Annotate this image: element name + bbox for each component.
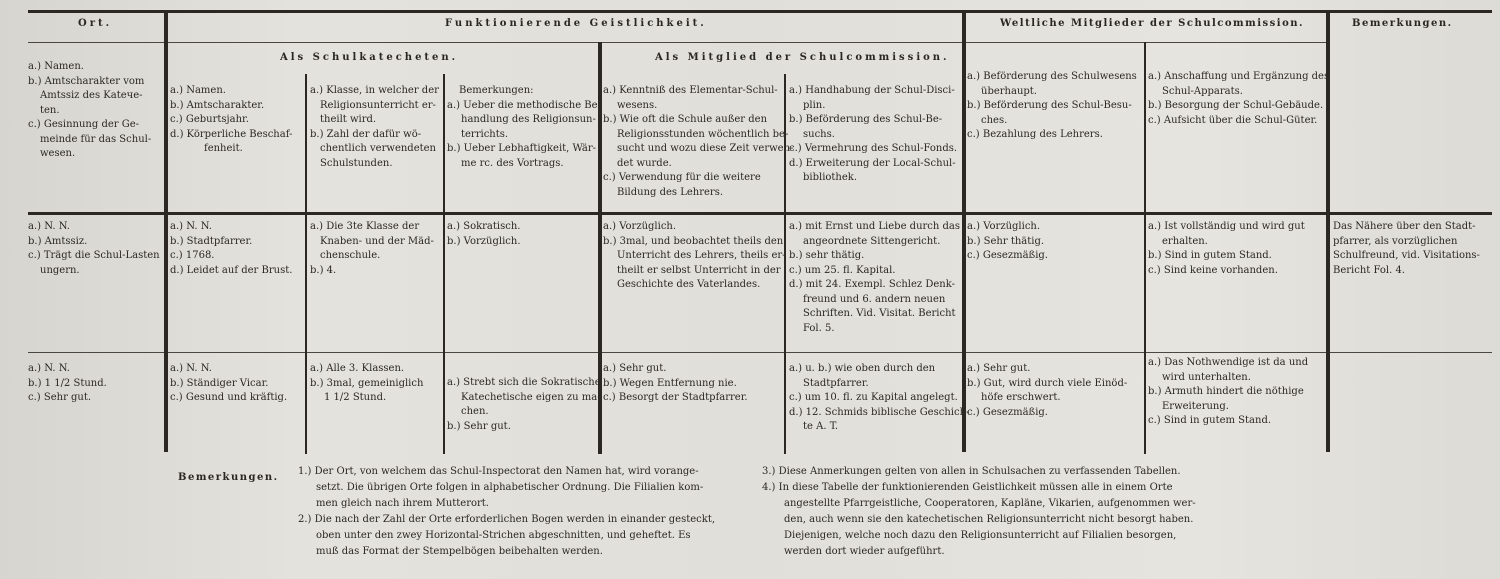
colhead-kat-klasse: a.) Klasse, in welcher der Religionsunterricht er- theilt wird. b.) Zahl der dafür wö- chentlich verwendeten Schulstunden. (310, 85, 439, 169)
top-rule (28, 10, 1492, 13)
col-divider-ort (164, 12, 168, 452)
header-funktionierende: Funktionierende Geistlichkeit. (445, 18, 707, 29)
row2-kat-bemerk: a.) Strebt sich die Sokratische Katechetische eigen zu ma- chen. b.) Sehr gut. (447, 377, 601, 432)
row1-kat-bemerk: a.) Sokratisch. b.) Vorzüglich. (447, 221, 521, 247)
row1-kat-klasse: a.) Die 3te Klasse der Knaben- und der Mäd- chenschule. b.) 4. (310, 221, 434, 276)
row2-mit-handhabung: a.) u. b.) wie oben durch den Stadtpfarrer. c.) um 10. fl. zu Kapital angelegt. d.) 12. Schmids biblische Geschich- te A. T. (789, 363, 970, 432)
subheader-rule (168, 42, 1328, 43)
row1-mit-kenntnis: a.) Vorzüglich. b.) 3mal, und beobachtet theils den Unterricht des Lehrers, theils er- theilt er selbst Unterricht in der Geschichte des Vaterlandes. (603, 221, 786, 290)
colhead-mit-kenntnis: a.) Kenntniß des Elementar-Schul- wesens. b.) Wie oft die Schule außer den Religionsstunden wöchentlich be- sucht und wozu diese Zeit verwen- det wurde. c.) Verwendung für die weitere Bildung des Lehrers. (603, 85, 794, 198)
row1-bemerkungen: Das Nähere über den Stadt- pfarrer, als vorzüglichen Schulfreund, vid. Visitations- Bericht Fol. 4. (1333, 221, 1480, 276)
row1-kat-namen: a.) N. N. b.) Stadtpfarrer. c.) 1768. d.) Leidet auf der Brust. (170, 221, 293, 276)
row2-welt-befoerderung: a.) Sehr gut. b.) Gut, wird durch viele Einöd- höfe erschwert. c.) Gesezmäßig. (967, 363, 1128, 418)
header-ort: Ort. (78, 18, 113, 29)
colhead-welt-befoerderung: a.) Beförderung des Schulwesens überhaupt. b.) Beförderung des Schul-Besu- ches. c.) Bezahlung des Lehrers. (967, 71, 1137, 140)
row2-kat-namen: a.) N. N. b.) Ständiger Vicar. c.) Gesund und kräftig. (170, 363, 288, 403)
colhead-kat-bemerk: Bemerkungen: a.) Ueber die methodische Be- handlung des Religionsun- terrichts. b.) Ueber Lebhaftigkeit, Wär- me rc. des Vortrags. (447, 85, 601, 169)
colhead-ort: a.) Namen. b.) Amtscharakter vom Amtssiz des Katече- ten. c.) Gesinnung der Ge- meinde für das Schul- wesen. (28, 61, 152, 159)
colhead-kat-namen: a.) Namen. b.) Amtscharakter. c.) Geburtsjahr. d.) Körperliche Beschaf- fenheit. (170, 85, 293, 154)
row2-mit-kenntnis: a.) Sehr gut. b.) Wegen Entfernung nie. c.) Besorgt der Stadtpfarrer. (603, 363, 748, 403)
row2-kat-klasse: a.) Alle 3. Klassen. b.) 3mal, gemeiniglich 1 1/2 Stund. (310, 363, 424, 403)
colhead-mit-handhabung: a.) Handhabung der Schul-Disci- plin. b.) Beförderung des Schul-Be- suchs. c.) Vermehrung des Schul-Fonds. d.) Erweiterung der Local-Schul- bibliothek. (789, 85, 958, 183)
footnotes-label: Bemerkungen. (178, 472, 279, 483)
row1-welt-anschaffung: a.) Ist vollständig und wird gut erhalten. b.) Sind in gutem Stand. c.) Sind keine vorhanden. (1148, 221, 1305, 276)
col-divider-welt2 (1144, 42, 1146, 454)
row1-bottom-rule (28, 352, 1492, 353)
footnotes-right: 3.) Diese Anmerkungen gelten von allen in Schulsachen zu verfassenden Tabellen. 4.) In diese Tabelle der funktionierenden Geistlichkeit müssen alle in einem Orte angestellte Pfarrgeistliche, Cooperatoren, Kapläne, Vikarien, aufgenommen wer- den, auch wenn sie den katechetischen Religionsunterricht nicht besorgt haben. Diejenigen, welche noch dazu den Religionsunterricht auf Filialien besorgen, werden dort wieder aufgeführt. (762, 466, 1196, 557)
colhead-welt-anschaffung: a.) Anschaffung und Ergänzung des Schul-Apparats. b.) Besorgung der Schul-Gebäude. c.) Aufsicht über die Schul-Güter. (1148, 71, 1330, 126)
header-weltliche: Weltliche Mitglieder der Schulcommission. (1000, 18, 1304, 29)
col-divider-kat1 (305, 74, 307, 454)
header-als-schulkatecheten: Als Schulkatecheten. (280, 52, 459, 63)
header-bottom-rule (28, 212, 1492, 215)
col-divider-kat2 (443, 74, 445, 454)
row2-welt-anschaffung: a.) Das Nothwendige ist da und wird unterhalten. b.) Armuth hindert die nöthige Erweiterung. c.) Sind in gutem Stand. (1148, 357, 1309, 426)
row2-ort: a.) N. N. b.) 1 1/2 Stund. c.) Sehr gut. (28, 363, 107, 403)
ort-header-rule (28, 42, 166, 43)
row1-welt-befoerderung: a.) Vorzüglich. b.) Sehr thätig. c.) Gesezmäßig. (967, 221, 1048, 261)
row1-ort: a.) N. N. b.) Amtssiz. c.) Trägt die Schul-Lasten ungern. (28, 221, 160, 276)
header-bemerkungen: Bemerkungen. (1352, 18, 1453, 29)
header-als-mitglied: Als Mitglied der Schulcommission. (655, 52, 950, 63)
footnotes-left: 1.) Der Ort, von welchem das Schul-Inspectorat den Namen hat, wird vorange- setzt. Die übrigen Orte folgen in alphabetischer Ordnung. Die Filialien kom- men gleich nach ihrem Mutterort. 2.) Die nach der Zahl der Orte erforderlichen Bogen werden in einander gesteckt, oben unter den zwey Horizontal-Strichen abgeschnitten, und geheftet. Es muß das Format der Stempelbögen beibehalten werden. (298, 466, 716, 557)
row1-mit-handhabung: a.) mit Ernst und Liebe durch das angeordnete Sittengericht. b.) sehr thätig. c.) um 25. fl. Kapital. d.) mit 24. Exempl. Schlez Denk- freund und 6. andern neuen Schriften. Vid. Visitat. Bericht Fol. 5. (789, 221, 961, 334)
